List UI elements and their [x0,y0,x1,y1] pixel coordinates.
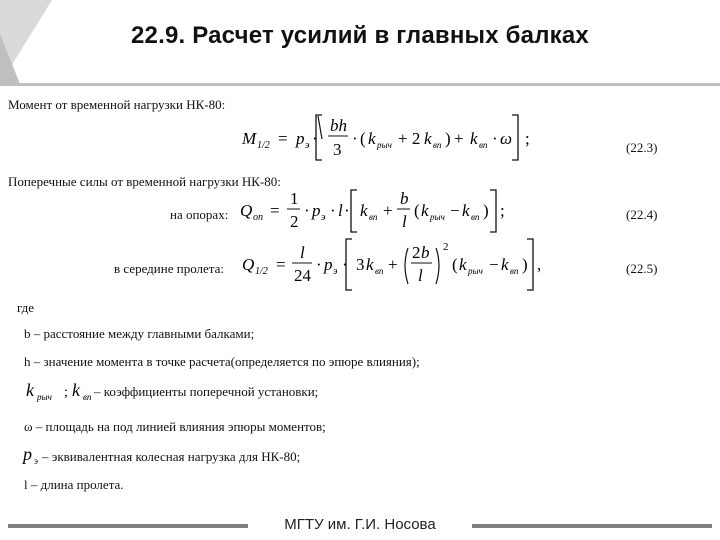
svg-text:k: k [462,201,470,220]
svg-text:1: 1 [290,189,299,208]
svg-text:вп: вп [471,212,480,222]
svg-text:·: · [304,201,310,220]
svg-text:k: k [366,255,374,274]
svg-text:Q: Q [242,255,255,274]
svg-text:э: э [333,266,338,277]
where-intro: где [17,300,35,315]
svg-text:k: k [26,380,34,400]
equation-number-22-5: (22.5) [626,261,658,276]
svg-text:Q: Q [240,201,253,220]
svg-text:−: − [450,201,460,220]
svg-text:вп: вп [510,266,519,276]
supports-label: на опорах: [170,207,229,222]
svg-text:3: 3 [333,140,342,159]
list-item: h – значение момента в точке расчета(определяется по эпюре влияния); [24,354,420,369]
svg-text:рыч: рыч [430,212,445,222]
svg-text:1/2: 1/2 [255,266,268,277]
svg-text:э: э [305,140,310,151]
svg-text:=: = [276,255,286,274]
svg-text:оп: оп [253,212,263,223]
svg-text:p: p [324,255,333,274]
svg-text:=: = [270,201,280,220]
svg-text:·: · [352,129,358,148]
svg-text:p: p [312,201,321,220]
svg-text:k: k [360,201,368,220]
formula-shear-supports [238,188,508,234]
svg-text:2: 2 [443,241,449,253]
svg-text:l: l [338,201,343,220]
svg-text:;: ; [64,385,68,400]
svg-text:(: ( [360,129,366,148]
svg-text:э: э [34,456,38,466]
svg-text:·: · [344,201,350,220]
list-item: b – расстояние между главными балками; [24,326,255,341]
svg-text:;: ; [525,129,530,148]
list-item: – эквивалентная колесная нагрузка для НК-80; [42,449,301,464]
shear-label: Поперечные силы от временной нагрузки НК-80: [8,174,281,189]
svg-text:;: ; [500,201,505,220]
svg-text:рыч: рыч [468,266,483,276]
svg-text:·: · [312,129,318,148]
page-title: 22.9. Расчет усилий в главных балках [131,22,589,49]
svg-text:l: l [300,243,305,262]
footer-text: МГТУ им. Г.И. Носова [284,516,436,533]
svg-text:2: 2 [412,243,421,262]
formula-moment [240,112,540,164]
svg-text:b: b [400,189,409,208]
svg-text:+: + [388,255,398,274]
k-coefficients-symbols [24,376,104,404]
svg-text:ω: ω [500,129,513,148]
svg-text:+: + [383,201,393,220]
list-item: – коэффициенты поперечной установки; [94,384,319,399]
svg-text:э: э [321,212,326,223]
svg-text:): ) [483,201,489,220]
svg-text:рыч: рыч [377,140,392,150]
svg-text:p: p [296,129,305,148]
svg-text:·: · [316,255,322,274]
svg-text:k: k [424,129,432,148]
formula-shear-midspan [240,236,550,292]
svg-text:·: · [342,255,348,274]
svg-text:b: b [421,243,430,262]
svg-text:·: · [330,201,336,220]
svg-text:k: k [470,129,478,148]
svg-text:вп: вп [433,140,442,150]
list-item: ω – площадь на под линией влияния эпюры моментов; [24,419,326,434]
svg-text:(: ( [414,201,420,220]
svg-text:3: 3 [356,255,365,274]
footer-rule-left [8,524,248,528]
svg-text:l: l [418,266,423,285]
equation-number-22-3: (22.3) [626,140,658,155]
title-divider [0,83,720,86]
svg-text:,: , [537,255,542,274]
svg-text:вп: вп [369,212,378,222]
moment-label: Момент от временной нагрузки НК-80: [8,97,226,112]
svg-text:(: ( [452,255,458,274]
svg-text:k: k [72,380,80,400]
svg-text:k: k [368,129,376,148]
svg-text:вп: вп [83,392,92,402]
svg-text:+: + [454,129,464,148]
svg-text:k: k [459,255,467,274]
list-item: l – длина пролета. [24,477,124,492]
svg-text:M: M [242,129,257,148]
svg-text:·: · [492,129,498,148]
equation-number-22-4: (22.4) [626,207,658,222]
svg-text:рыч: рыч [37,392,52,402]
svg-text:bh: bh [330,116,347,135]
svg-text:2: 2 [290,212,299,231]
svg-text:k: k [501,255,509,274]
svg-text:l: l [402,212,407,231]
midspan-label: в середине пролета: [114,261,224,276]
svg-text:=: = [278,129,288,148]
svg-text:k: k [421,201,429,220]
svg-text:p: p [23,444,32,464]
svg-text:вп: вп [479,140,488,150]
svg-text:+ 2: + 2 [398,129,421,148]
footer-rule-right [472,524,712,528]
svg-text:1/2: 1/2 [257,140,270,151]
svg-text:вп: вп [375,266,384,276]
svg-text:−: − [489,255,499,274]
svg-text:24: 24 [294,266,311,285]
svg-text:): ) [522,255,528,274]
svg-text:): ) [445,129,451,148]
